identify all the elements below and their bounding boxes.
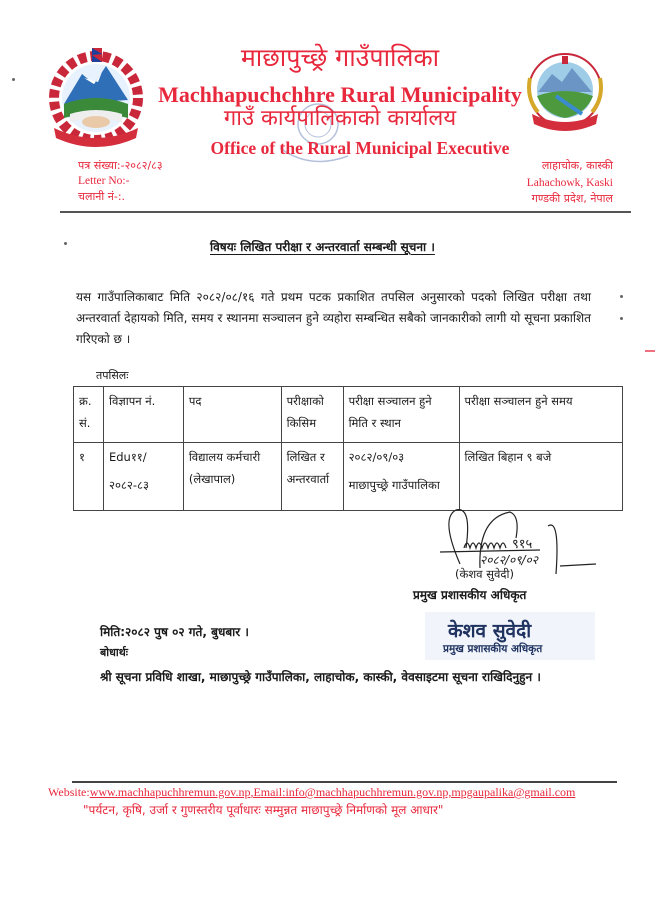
name-stamp-title: प्रमुख प्रशासकीय अधिकृत bbox=[443, 643, 543, 655]
office-name-np: गाउँ कार्यपालिकाको कार्यालय bbox=[223, 106, 457, 131]
svg-text:२०८२/०९/०२: २०८२/०९/०२ bbox=[480, 553, 539, 567]
dispatch-number: चलानी नं-:. bbox=[78, 190, 126, 203]
svg-text:९१५: ९१५ bbox=[512, 537, 533, 552]
cc-label: बोधार्थः bbox=[100, 646, 128, 659]
cell-place: माछापुच्छ्रे गाउँपालिका bbox=[348, 478, 440, 492]
name-stamp: केशव सुवेदी bbox=[448, 620, 532, 642]
scan-speck bbox=[12, 78, 15, 81]
address-province: गण्डकी प्रदेश, नेपाल bbox=[531, 192, 613, 205]
address-en: Lahachowk, Kaski bbox=[526, 177, 613, 189]
email-label: ,Email: bbox=[250, 785, 286, 799]
municipality-name-np: माछापुच्छ्रे गाउँपालिका bbox=[240, 43, 440, 72]
scan-speck bbox=[64, 242, 67, 245]
address-np: लाहाचोक, कास्की bbox=[541, 159, 613, 172]
cell-post: विद्यालय कर्मचारी (लेखापाल) bbox=[183, 443, 281, 511]
letter-reference: पत्र संख्या:-२०८२/८३ bbox=[78, 159, 163, 172]
notice-body: यस गाउँपालिकाबाट मिति २०८२/०८/१६ गते प्रथम पटक प्रकाशित तपसिल अनुसारको पदको लिखित परीक्षा तथा अन्तरवार्ता देहायको मिति, समय र स्थानमा सञ्चालन हुने व्यहोरा सम्बन्धित सबैको जानकारीको लागी यो सूचना प्रकाशित गरिएको छ । bbox=[76, 290, 591, 346]
header-post: पद bbox=[183, 387, 281, 443]
email-link[interactable]: info@machhapuchhremun.gov.np,mpgaupalika@gmail.com bbox=[285, 785, 576, 799]
cell-date: २०८२/०९/०३ bbox=[348, 450, 405, 464]
header-divider bbox=[60, 211, 631, 213]
municipality-name-en: Machhapuchchhre Rural Municipality bbox=[158, 82, 522, 107]
website-link[interactable]: www.machhapuchhremun.gov.np bbox=[89, 785, 251, 799]
scan-speck bbox=[645, 350, 655, 352]
header-date-place: परीक्षा सञ्चालन हुने मिति र स्थान bbox=[343, 387, 459, 443]
scan-speck bbox=[620, 295, 623, 298]
header-time: परीक्षा सञ्चालन हुने समय bbox=[459, 387, 623, 443]
website-label: Website: bbox=[48, 785, 90, 799]
cell-time: लिखित बिहान ९ बजे bbox=[459, 443, 623, 511]
table-header-row bbox=[74, 387, 623, 443]
header-serial-line2: सं. bbox=[79, 416, 91, 430]
signer-name: (केशव सुवेदी) bbox=[455, 567, 514, 581]
details-label: तपसिलः bbox=[96, 369, 129, 382]
nepal-emblem-icon bbox=[40, 48, 152, 152]
exam-schedule-table bbox=[73, 386, 623, 511]
letter-number: Letter No:- bbox=[78, 175, 130, 187]
cc-recipient: श्री सूचना प्रविधि शाखा, माछापुच्छ्रे गाउँपालिका, लाहाचोक, कास्की, वेवसाइटमा सूचना राखिदिनुहुन । bbox=[100, 670, 541, 684]
municipality-logo-icon bbox=[516, 48, 614, 140]
header-serial-line1: क्र. bbox=[79, 394, 92, 408]
cell-exam-type: लिखित र अन्तरवार्ता bbox=[281, 443, 343, 511]
cell-date-place bbox=[343, 443, 459, 511]
footer-motto: "पर्यटन, कृषि, उर्जा र गुणस्तरीय पूर्वाधारः सम्मुन्नत माछापुच्छ्रे निर्माणको मूल आधार" bbox=[83, 803, 444, 817]
issue-date: मिति:२०८२ पुष ०२ गते, बुधबार । bbox=[100, 625, 249, 639]
cell-ad-no-line1: Edu११/ bbox=[108, 450, 147, 464]
office-name-en: Office of the Rural Municipal Executive bbox=[210, 138, 510, 158]
notice-subject: विषयः लिखित परीक्षा र अन्तरवार्ता सम्बन्धी सूचना । bbox=[210, 240, 435, 254]
footer-contact bbox=[48, 785, 575, 800]
header-serial bbox=[74, 387, 104, 443]
table-row bbox=[74, 443, 623, 511]
signer-title: प्रमुख प्रशासकीय अधिकृत bbox=[413, 588, 527, 602]
scan-speck bbox=[620, 317, 623, 320]
cell-ad-no bbox=[103, 443, 183, 511]
footer-divider bbox=[72, 781, 617, 783]
cell-ad-no-line2: २०८२-८३ bbox=[108, 478, 149, 492]
header-ad-no: विज्ञापन नं. bbox=[103, 387, 183, 443]
header-exam-type: परीक्षाको किसिम bbox=[281, 387, 343, 443]
cell-serial: १ bbox=[74, 443, 104, 511]
